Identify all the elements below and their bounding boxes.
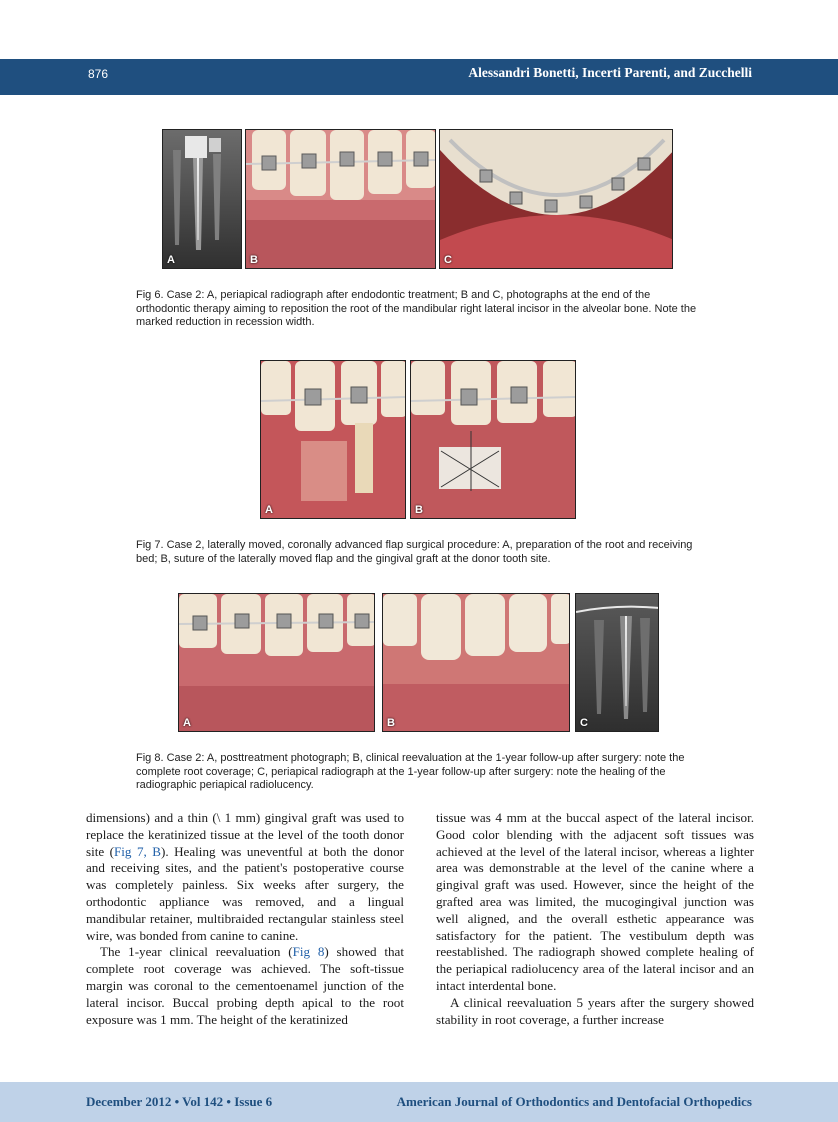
left-p2-text-a: The 1-year clinical reevaluation ( xyxy=(100,944,293,960)
running-authors: Alessandri Bonetti, Incerti Parenti, and Zucchelli xyxy=(468,65,752,80)
fig6-panel-c-photo xyxy=(439,129,673,269)
fig7-label-b: B xyxy=(415,504,423,516)
issue-info: December 2012 • Vol 142 • Issue 6 xyxy=(86,1094,273,1109)
fig8-label-c: C xyxy=(580,717,588,729)
fig7-reference-link[interactable]: Fig 7, B xyxy=(114,843,161,859)
fig6-label-b: B xyxy=(250,254,258,266)
fig7-panel-a-photo xyxy=(260,360,406,519)
fig8-panel-b-photo xyxy=(382,593,570,732)
fig6-label-c: C xyxy=(444,254,452,266)
left-paragraph-2 xyxy=(86,944,404,1028)
left-paragraph-1 xyxy=(86,810,404,944)
right-paragraph-2: A clinical reevaluation 5 years after the surgery showed stability in root coverage, a further increase xyxy=(436,994,754,1027)
fig8-label-a: A xyxy=(183,717,191,729)
fig8-label-b: B xyxy=(387,717,395,729)
left-p1-text-a: dimensions) and a thin (\ 1 mm) gingival graft was used to replace the keratinized tissue at the level of the tooth donor site ( xyxy=(86,810,404,859)
fig7-label-a: A xyxy=(265,504,273,516)
fig7-panel-b-photo xyxy=(410,360,576,519)
running-header xyxy=(0,59,838,95)
page-number: 876 xyxy=(88,67,109,81)
fig8-panel-c-radiograph xyxy=(575,593,659,732)
left-p2-text-b: ) showed that complete root coverage was achieved. The soft-tissue margin was coronal to the cementoenamel junction of the lateral incisor. Buccal probing depth apical to the root exposure was 1 mm. The height of the keratinized xyxy=(86,944,404,1027)
fig6-panel-b-photo xyxy=(245,129,436,269)
running-footer xyxy=(0,1082,838,1122)
body-column-left xyxy=(86,810,404,1028)
fig6-caption: Fig 6. Case 2: A, periapical radiograph after endodontic treatment; B and C, photographs at the end of the orthodontic therapy aiming to reposition the root of the mandibular right lateral incisor in the alveolar bone. Note the marked reduction in recession width. xyxy=(136,289,697,328)
fig8-reference-link[interactable]: Fig 8 xyxy=(292,944,325,960)
fig8-panel-a-photo xyxy=(178,593,375,732)
fig6-label-a: A xyxy=(167,254,175,266)
fig8-caption: Fig 8. Case 2: A, posttreatment photograph; B, clinical reevaluation at the 1-year follow-up after surgery: note the complete root coverage; C, periapical radiograph at the 1-year follow-up after surgery: note the healing of the radiographic periapical radiolucency. xyxy=(136,752,685,791)
right-paragraph-1: tissue was 4 mm at the buccal aspect of the lateral incisor. Good color blending with the adjacent soft tissues was achieved at the level of the lateral incisor, whereas a lighter area was demonstrable at the level of the canine where a gingival graft was used. However, since the height of the grafted area was limited, the mucogingival junction was well aligned, and the overall esthetic appearance was satisfactory for the patient. The vestibulum depth was reestablished. The radiograph showed complete healing of the periapical radiolucency area of the lateral incisor and an intact interdental bone. xyxy=(436,810,754,993)
journal-name: American Journal of Orthodontics and Dentofacial Orthopedics xyxy=(396,1094,752,1109)
fig6-panel-a-radiograph xyxy=(162,129,242,269)
fig7-caption: Fig 7. Case 2, laterally moved, coronally advanced flap surgical procedure: A, preparation of the root and receiving bed; B, suture of the laterally moved flap and the gingival graft at the donor tooth site. xyxy=(136,539,693,565)
body-column-right xyxy=(436,810,754,1028)
left-p1-text-b: ). Healing was uneventful at both the donor and receiving sites, and the patient's postoperative course was completely painless. Six weeks after surgery, the orthodontic appliance was removed, and a lingual mandibular retainer, multibraided rectangular stainless steel wire, was bonded from canine to canine. xyxy=(86,843,404,943)
